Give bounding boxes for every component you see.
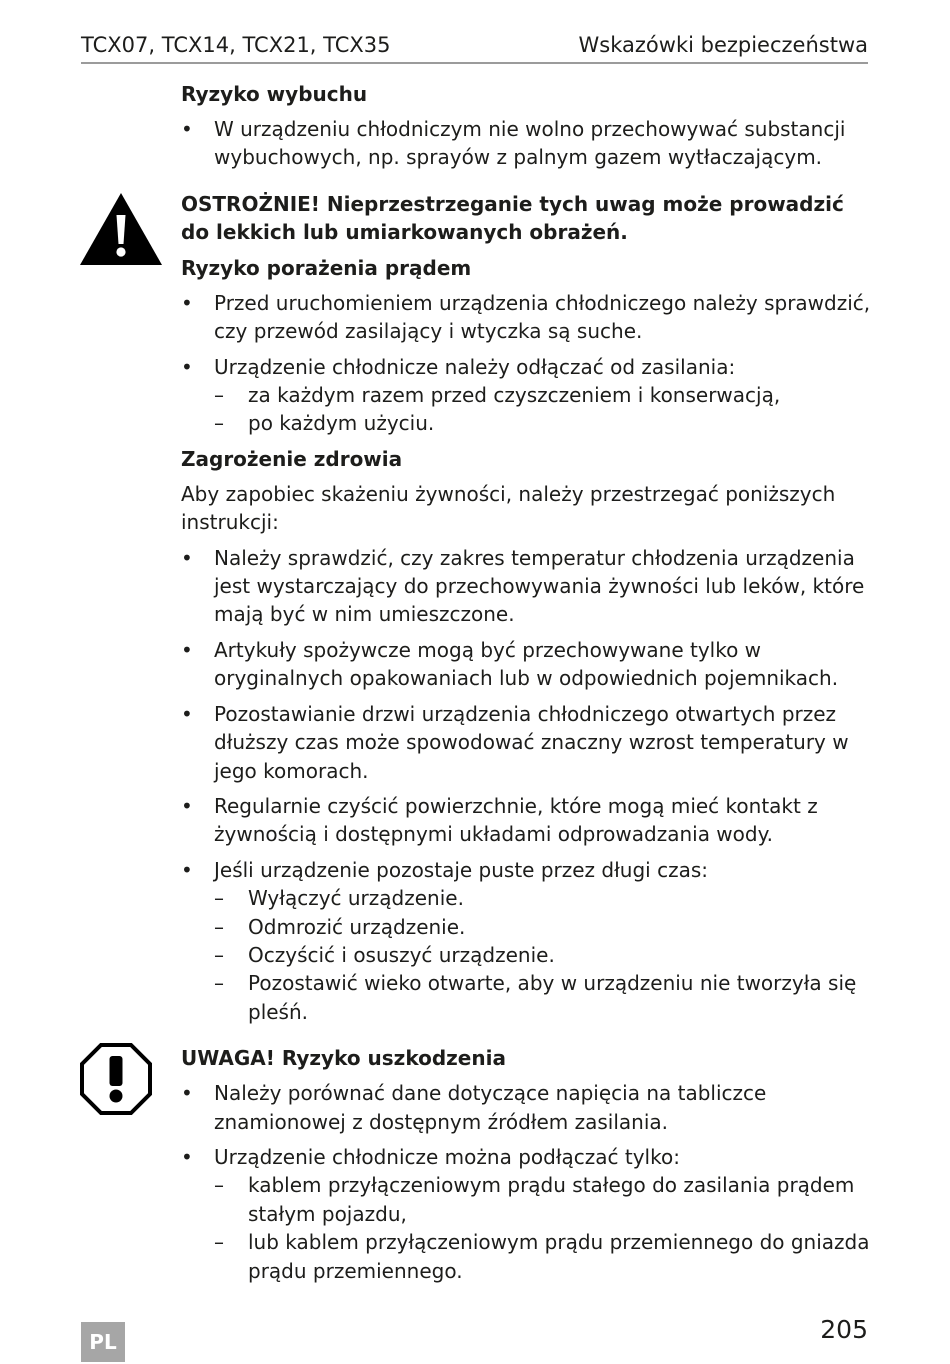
caution-heading (181, 190, 871, 246)
sub-list-item: – po każdym użyciu. (214, 409, 871, 437)
electric-title: Ryzyko porażenia prądem (181, 255, 472, 280)
list-item (181, 353, 871, 438)
electric-list (181, 289, 871, 438)
page-number: 205 (820, 1315, 868, 1344)
health-list (181, 544, 871, 1027)
sub-list-item: – Wyłączyć urządzenie. (214, 884, 871, 912)
sub-list-item: – lub kablem przyłączeniowym prądu przemiennego do gniazda prądu przemiennego. (214, 1228, 871, 1285)
list-item-text: Jeśli urządzenie pozostaje puste przez długi czas: (214, 857, 708, 882)
caution-heading-line2: do lekkich lub umiarkowanych obrażeń. (181, 219, 628, 244)
list-item-text: Urządzenie chłodnicze można podłączać tylko: (214, 1144, 680, 1169)
list-item: • Przed uruchomieniem urządzenia chłodniczego należy sprawdzić, czy przewód zasilający i wtyczka są suche. (181, 289, 871, 346)
header-section: Wskazówki bezpieczeństwa (578, 33, 868, 57)
sub-list-item: – Odmrozić urządzenie. (214, 913, 871, 941)
list-item: • W urządzeniu chłodniczym nie wolno przechowywać substancji wybuchowych, np. sprayów z palnym gazem wytłaczającym. (181, 115, 871, 172)
sub-list-item: – Oczyścić i osuszyć urządzenie. (214, 941, 871, 969)
notice-octagon-icon (80, 1043, 152, 1115)
sub-list-item: – kablem przyłączeniowym prądu stałego do zasilania prądem stałym pojazdu, (214, 1171, 871, 1228)
sub-list (214, 381, 871, 438)
caution-heading-line1: OSTROŻNIE! Nieprzestrzeganie tych uwag może prowadzić (181, 191, 844, 216)
list-item: • Artykuły spożywcze mogą być przechowywane tylko w oryginalnych opakowaniach lub w odpowiednich pojemnikach. (181, 636, 871, 693)
page-content (181, 80, 871, 1285)
notice-list (181, 1079, 871, 1285)
header-models: TCX07, TCX14, TCX21, TCX35 (81, 33, 391, 57)
list-item: • Należy porównać dane dotyczące napięcia na tabliczce znamionowej z dostępnym źródłem zasilania. (181, 1079, 871, 1136)
list-item-text: Urządzenie chłodnicze należy odłączać od zasilania: (214, 354, 736, 379)
list-item (181, 1143, 871, 1285)
language-badge: PL (81, 1322, 125, 1362)
sub-list-item: – Pozostawić wieko otwarte, aby w urządzeniu nie tworzyła się pleśń. (214, 969, 871, 1026)
notice-title: UWAGA! Ryzyko uszkodzenia (181, 1046, 506, 1071)
sub-list (214, 1171, 871, 1285)
page-header (81, 30, 868, 64)
sub-list (214, 884, 871, 1026)
list-item: • Regularnie czyścić powierzchnie, które mogą mieć kontakt z żywnością i dostępnymi układami odprowadzania wody. (181, 792, 871, 849)
list-item: • Należy sprawdzić, czy zakres temperatur chłodzenia urządzenia jest wystarczający do przechowywania żywności lub leków, które mają być w nim umieszczone. (181, 544, 871, 629)
explosion-list (181, 115, 871, 172)
explosion-title: Ryzyko wybuchu (181, 82, 368, 106)
list-item: • Pozostawianie drzwi urządzenia chłodniczego otwartych przez dłuższy czas może spowodować znaczny wzrost temperatury w jego komorach. (181, 700, 871, 785)
list-item (181, 856, 871, 1026)
health-title: Zagrożenie zdrowia (181, 446, 403, 471)
warning-triangle-icon (80, 193, 162, 265)
health-intro: Aby zapobiec skażeniu żywności, należy przestrzegać poniższych instrukcji: (181, 481, 836, 535)
sub-list-item: – za każdym razem przed czyszczeniem i konserwacją, (214, 381, 871, 409)
